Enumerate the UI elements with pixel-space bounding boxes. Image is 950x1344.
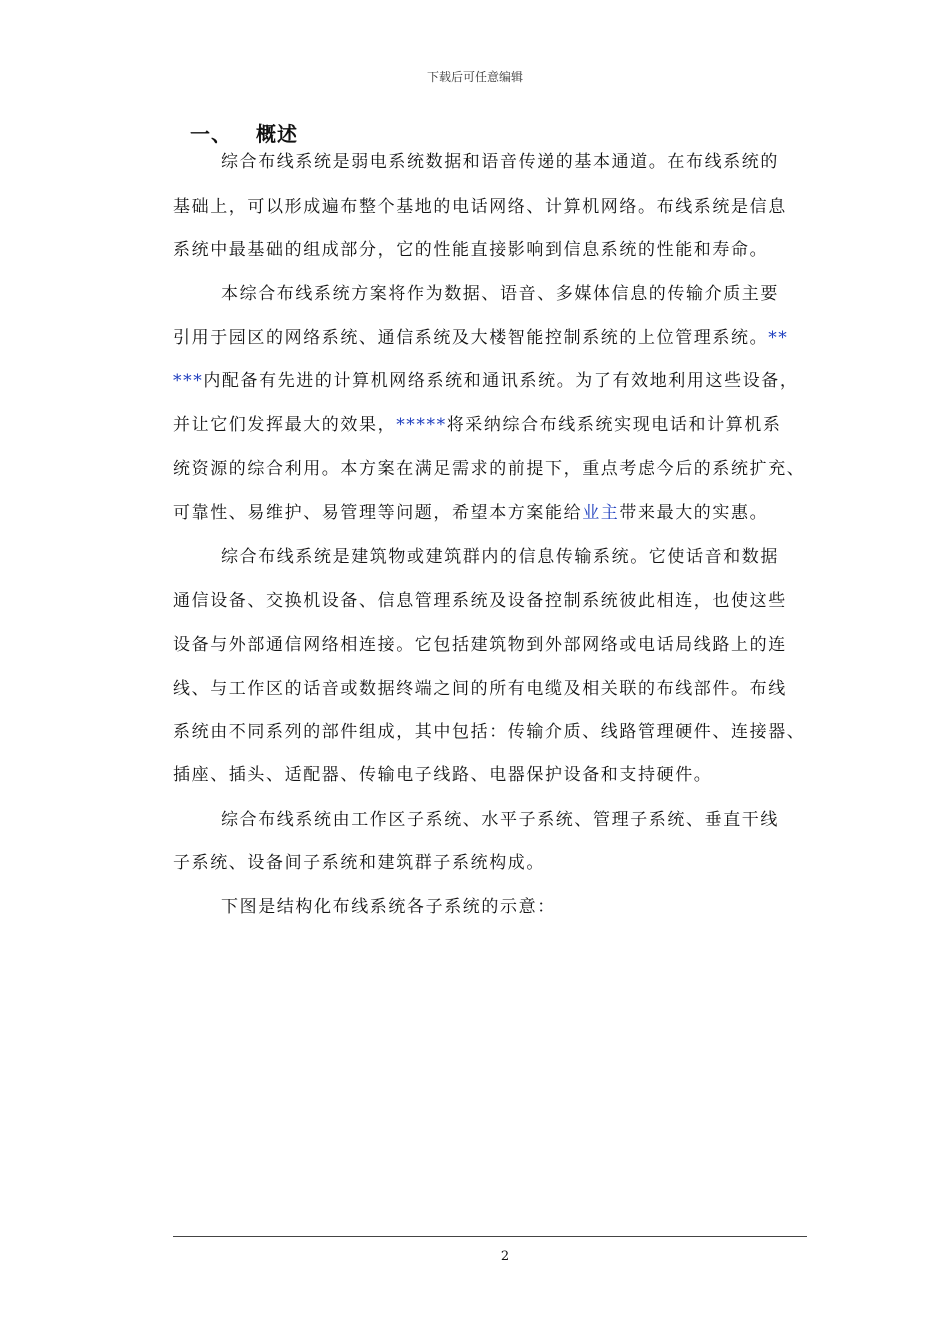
redacted-name: ***** bbox=[396, 415, 447, 435]
line-text: 综合布线系统是建筑物或建筑群内的信息传输系统。它使话音和数据 bbox=[221, 547, 779, 567]
line-text: 系统由不同系列的部件组成，其中包括：传输介质、线路管理硬件、连接器、 bbox=[173, 722, 806, 742]
redacted-name: *** bbox=[173, 371, 204, 391]
line-text: 本综合布线系统方案将作为数据、语音、多媒体信息的传输介质主要 bbox=[221, 284, 779, 304]
paragraph-line bbox=[221, 547, 779, 567]
paragraph-line bbox=[173, 459, 805, 479]
paragraph-line bbox=[221, 810, 779, 830]
section-title: 概述 bbox=[256, 122, 298, 146]
line-text: 可靠性、易维护、易管理等问题，希望本方案能给 bbox=[173, 503, 583, 523]
paragraph-line bbox=[221, 152, 779, 172]
line-text: 下图是结构化布线系统各子系统的示意： bbox=[221, 897, 556, 917]
line-text: 设备与外部通信网络相连接。它包括建筑物到外部网络或电话局线路上的连 bbox=[173, 635, 787, 655]
line-text: 子系统、设备间子系统和建筑群子系统构成。 bbox=[173, 853, 545, 873]
footer-divider bbox=[173, 1236, 807, 1237]
paragraph-line bbox=[173, 765, 712, 785]
line-text: 通信设备、交换机设备、信息管理系统及设备控制系统彼此相连，也使这些 bbox=[173, 591, 787, 611]
line-text: 将采纳综合布线系统实现电话和计算机系 bbox=[446, 415, 782, 435]
redacted-name: ** bbox=[768, 328, 789, 348]
line-text: 带来最大的实惠。 bbox=[619, 503, 769, 523]
paragraph-line bbox=[173, 240, 768, 260]
paragraph-line bbox=[173, 853, 545, 873]
line-text: 线、与工作区的话音或数据终端之间的所有电缆及相关联的布线部件。布线 bbox=[173, 679, 787, 699]
owner-link[interactable]: 业主 bbox=[582, 503, 620, 523]
line-text: 统资源的综合利用。本方案在满足需求的前提下，重点考虑今后的系统扩充、 bbox=[173, 459, 806, 479]
page-number: 2 bbox=[500, 1249, 510, 1264]
paragraph-line bbox=[173, 591, 787, 611]
section-heading bbox=[190, 118, 298, 147]
line-text: 并让它们发挥最大的效果， bbox=[173, 415, 397, 435]
line-text: 引用于园区的网络系统、通信系统及大楼智能控制系统的上位管理系统。 bbox=[173, 328, 769, 348]
line-text: 内配备有先进的计算机网络系统和通讯系统。为了有效地利用这些设备， bbox=[203, 371, 799, 391]
line-text: 基础上，可以形成遍布整个基地的电话网络、计算机网络。布线系统是信息 bbox=[173, 197, 787, 217]
paragraph-line bbox=[221, 284, 779, 304]
paragraph-line bbox=[173, 679, 787, 699]
paragraph-line bbox=[173, 415, 782, 435]
line-text: 综合布线系统是弱电系统数据和语音传递的基本通道。在布线系统的 bbox=[221, 152, 779, 172]
line-text: 综合布线系统由工作区子系统、水平子系统、管理子系统、垂直干线 bbox=[221, 810, 779, 830]
line-text: 系统中最基础的组成部分，它的性能直接影响到信息系统的性能和寿命。 bbox=[173, 240, 769, 260]
paragraph-line bbox=[173, 371, 799, 391]
section-number: 一、 bbox=[190, 122, 232, 146]
paragraph-line bbox=[173, 503, 768, 523]
paragraph-line bbox=[173, 722, 805, 742]
paragraph-line bbox=[173, 197, 787, 217]
line-text: 插座、插头、适配器、传输电子线路、电器保护设备和支持硬件。 bbox=[173, 765, 713, 785]
paragraph-line bbox=[173, 635, 787, 655]
paragraph-line bbox=[221, 897, 556, 917]
paragraph-line bbox=[173, 328, 788, 348]
page-header: 下载后可任意编辑 bbox=[426, 70, 523, 84]
